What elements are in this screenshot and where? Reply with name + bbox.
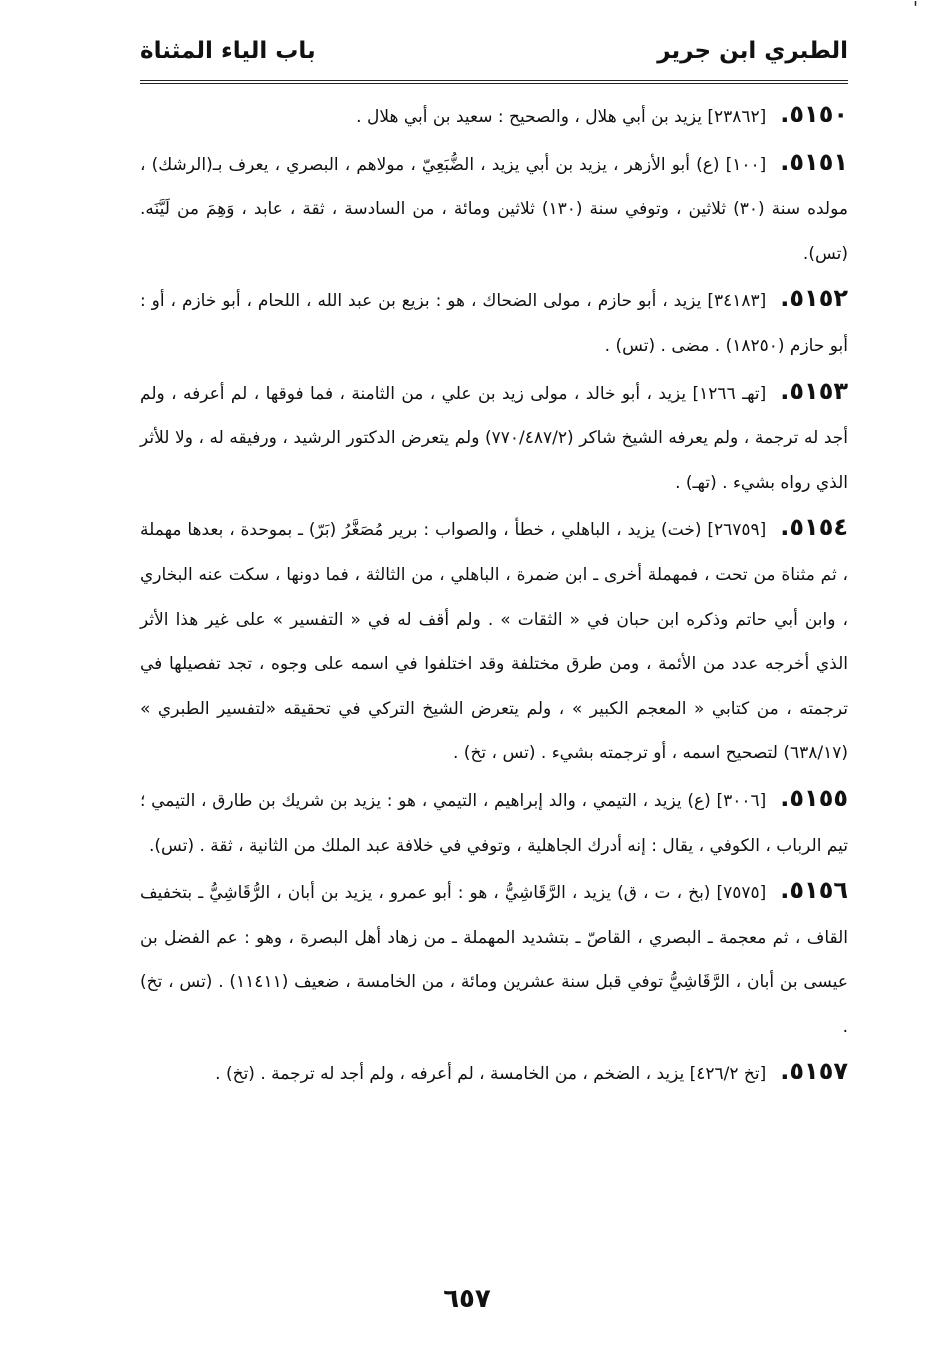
running-header <box>140 38 848 72</box>
corner-mark: ' <box>913 0 918 19</box>
entry-text: [٧٥٧٥] (بخ ، ت ، ق) يزيد ، الرَّقَاشِيُّ ، هو : أبو عمرو ، يزيد بن أبان ، الرُّقَاشِيُّ ـ بتخفيف القاف ، ثم معجمة ـ البصري ، القاصّ ـ بتشديد المهملة ـ من زهاد أهل البصرة ، وهو : عم الفضل بن عيسى بن أبان ، الرَّقَاشِيُّ توفي قبل سنة عشرين ومائة ، من الخامسة ، ضعيف (١١٤١١) . (تس ، تخ) . <box>140 883 848 1037</box>
entries-list <box>140 92 848 1097</box>
entry-5155 <box>140 776 848 868</box>
entry-number: ٥١٥٥. <box>780 783 848 812</box>
entry-5154 <box>140 505 848 776</box>
entry-5152 <box>140 276 848 368</box>
entry-text: [٣٤١٨٣] يزيد ، أبو حازم ، مولى الضحاك ، هو : بزيع بن عبد الله ، اللحام ، أبو خازم ، أو : أبو حازم (١٨٢٥٠) . مضى . (تس) . <box>140 291 848 356</box>
header-book-title: الطبري ابن جرير <box>657 38 848 64</box>
entry-5153 <box>140 369 848 506</box>
entry-text: [تخ ٤٢٦/٢] يزيد ، الضخم ، من الخامسة ، لم أعرفه ، ولم أجد له ترجمة . (تخ) . <box>215 1064 767 1085</box>
entry-text: [٢٣٨٦٢] يزيد بن أبي هلال ، والصحيح : سعيد بن أبي هلال . <box>356 107 767 127</box>
page-number: ٦٥٧ <box>443 1284 491 1314</box>
entry-text: [١٠٠] (ع) أبو الأزهر ، يزيد بن أبي يزيد ، الضُّبَعِيّ ، مولاهم ، البصري ، يعرف بـ(الرشك) ، مولده سنة (٣٠) ثلاثين ، وتوفي سنة (١٣٠) ثلاثين ومائة ، من السادسة ، ثقة ، عابد ، وَهِمَ من لَيَّنَه. (تس). <box>140 154 848 264</box>
entry-5157 <box>140 1049 848 1097</box>
entry-number: ٥١٥٢. <box>780 284 848 313</box>
entry-5151 <box>140 140 848 277</box>
entry-text: [٢٦٧٥٩] (خت) يزيد ، الباهلي ، خطأ ، والصواب : برير مُصَغَّرُ (بَرّ) ـ بموحدة ، بعدها مهملة ، ثم مثناة من تحت ، فمهملة أخرى ـ ابن ضمرة ، الباهلي ، من الثالثة ، فما دونها ، سكت عنه البخاري ، وابن أبي حاتم وذكره ابن حبان في « الثقات » . ولم أقف له في « التفسير » على غير هذا الأثر الذي أخرجه عدد من الأئمة ، ومن طرق مختلفة وقد اختلفوا في اسمه على وجوه ، تجد تفصيلها في ترجمته ، من كتابي « المعجم الكبير » ، ولم يتعرض الشيخ التركي في تحقيقه «لتفسير الطبري » (٦٣٨/١٧) لتصحيح اسمه ، أو ترجمته بشيء . (تس ، تخ) . <box>140 520 848 764</box>
entry-number: ٥١٥٤. <box>780 513 848 542</box>
entry-number: ٥١٥٠. <box>780 100 848 128</box>
entry-number: ٥١٥١. <box>780 147 848 176</box>
entry-text: [٣٠٠٦] (ع) يزيد ، التيمي ، والد إبراهيم ، التيمي ، هو : يزيد بن شريك بن طارق ، التيمي ؛ تيم الرباب ، الكوفي ، يقال : إنه أدرك الجاهلية ، وتوفي في خلافة عبد الملك من الثانية ، ثقة . (تس). <box>140 790 848 856</box>
entry-number: ٥١٥٧. <box>780 1057 848 1086</box>
entry-number: ٥١٥٣. <box>780 376 848 405</box>
header-rule <box>140 80 848 84</box>
entry-number: ٥١٥٦. <box>780 876 848 905</box>
entry-5150 <box>140 92 848 140</box>
header-chapter-title: باب الياء المثناة <box>140 38 316 64</box>
entry-5156 <box>140 868 848 1049</box>
entry-text: [تهـ ١٢٦٦] يزيد ، أبو خالد ، مولى زيد بن علي ، من الثامنة ، فما فوقها ، لم أعرفه ، ولم أجد له ترجمة ، ولم يعرفه الشيخ شاكر (٧٧٠/٤٨٧/٢) ولم يتعرض الدكتور الرشيد ، ورفيقه له ، ولا للأثر الذي رواه بشيء . (تهـ) . <box>140 383 848 493</box>
